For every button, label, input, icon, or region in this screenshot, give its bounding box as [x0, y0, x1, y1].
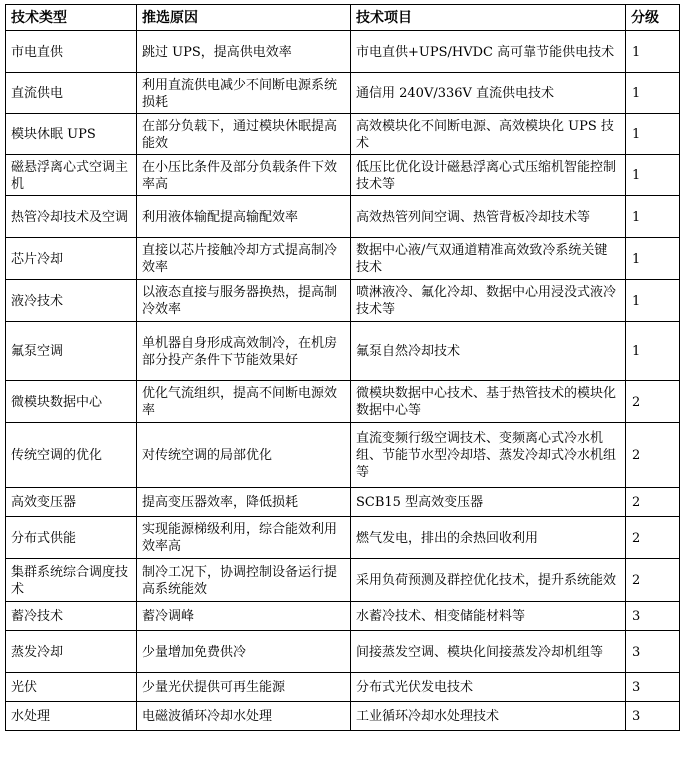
cell-tech-project: 间接蒸发空调、模块化间接蒸发冷却机组等 — [351, 631, 626, 673]
cell-reason: 实现能源梯级利用，综合能效利用效率高 — [137, 517, 351, 559]
cell-reason: 提高变压器效率，降低损耗 — [137, 488, 351, 517]
cell-reason: 电磁波循环冷却水处理 — [137, 702, 351, 731]
cell-reason: 利用液体输配提高输配效率 — [137, 196, 351, 238]
cell-rank: 1 — [626, 73, 680, 114]
cell-tech-project: 直流变频行级空调技术、变频离心式冷水机组、节能节水型冷却塔、蒸发冷却式冷水机组等 — [351, 423, 626, 488]
table-row — [6, 155, 680, 196]
table-row — [6, 488, 680, 517]
table-row — [6, 559, 680, 602]
cell-rank: 1 — [626, 280, 680, 322]
cell-reason: 少量光伏提供可再生能源 — [137, 673, 351, 702]
cell-reason: 优化气流组织，提高不间断电源效率 — [137, 381, 351, 423]
cell-tech-project: 喷淋液冷、氟化冷却、数据中心用浸没式液冷技术等 — [351, 280, 626, 322]
cell-tech-project: 市电直供+UPS/HVDC 高可靠节能供电技术 — [351, 31, 626, 73]
header-row — [6, 5, 680, 31]
technology-table — [5, 4, 680, 731]
cell-tech-type: 液冷技术 — [6, 280, 137, 322]
cell-rank: 3 — [626, 702, 680, 731]
cell-tech-type: 微模块数据中心 — [6, 381, 137, 423]
table-row — [6, 238, 680, 280]
table-row — [6, 702, 680, 731]
table-row — [6, 673, 680, 702]
cell-tech-project: 通信用 240V/336V 直流供电技术 — [351, 73, 626, 114]
cell-tech-type: 模块休眠 UPS — [6, 114, 137, 155]
table-row — [6, 73, 680, 114]
cell-rank: 2 — [626, 488, 680, 517]
cell-rank: 1 — [626, 114, 680, 155]
cell-tech-project: 水蓄冷技术、相变储能材料等 — [351, 602, 626, 631]
cell-reason: 对传统空调的局部优化 — [137, 423, 351, 488]
header-reason: 推选原因 — [137, 5, 351, 31]
cell-tech-project: 高效模块化不间断电源、高效模块化 UPS 技术 — [351, 114, 626, 155]
cell-tech-type: 光伏 — [6, 673, 137, 702]
table-row — [6, 602, 680, 631]
cell-tech-type: 磁悬浮离心式空调主机 — [6, 155, 137, 196]
cell-tech-type: 热管冷却技术及空调 — [6, 196, 137, 238]
table-row — [6, 631, 680, 673]
cell-tech-project: 分布式光伏发电技术 — [351, 673, 626, 702]
header-tech-type: 技术类型 — [6, 5, 137, 31]
cell-rank: 2 — [626, 423, 680, 488]
cell-rank: 1 — [626, 155, 680, 196]
cell-rank: 1 — [626, 196, 680, 238]
cell-rank: 2 — [626, 381, 680, 423]
header-tech-project: 技术项目 — [351, 5, 626, 31]
cell-reason: 利用直流供电减少不间断电源系统损耗 — [137, 73, 351, 114]
cell-tech-project: 微模块数据中心技术、基于热管技术的模块化数据中心等 — [351, 381, 626, 423]
cell-rank: 3 — [626, 602, 680, 631]
cell-tech-type: 传统空调的优化 — [6, 423, 137, 488]
cell-reason: 蓄冷调峰 — [137, 602, 351, 631]
cell-reason: 在部分负载下，通过模块休眠提高能效 — [137, 114, 351, 155]
cell-tech-type: 市电直供 — [6, 31, 137, 73]
cell-tech-type: 高效变压器 — [6, 488, 137, 517]
cell-tech-type: 集群系统综合调度技术 — [6, 559, 137, 602]
cell-reason: 单机器自身形成高效制冷，在机房部分投产条件下节能效果好 — [137, 322, 351, 381]
cell-tech-project: 采用负荷预测及群控优化技术，提升系统能效 — [351, 559, 626, 602]
cell-tech-project: 高效热管列间空调、热管背板冷却技术等 — [351, 196, 626, 238]
cell-rank: 1 — [626, 31, 680, 73]
cell-tech-type: 芯片冷却 — [6, 238, 137, 280]
cell-rank: 3 — [626, 673, 680, 702]
cell-reason: 制冷工况下，协调控制设备运行提高系统能效 — [137, 559, 351, 602]
cell-reason: 跳过 UPS，提高供电效率 — [137, 31, 351, 73]
table-row — [6, 31, 680, 73]
cell-reason: 少量增加免费供冷 — [137, 631, 351, 673]
cell-tech-type: 氟泵空调 — [6, 322, 137, 381]
table-row — [6, 381, 680, 423]
cell-tech-project: 工业循环冷却水处理技术 — [351, 702, 626, 731]
cell-rank: 1 — [626, 322, 680, 381]
table-row — [6, 322, 680, 381]
cell-reason: 在小压比条件及部分负载条件下效率高 — [137, 155, 351, 196]
cell-tech-type: 蒸发冷却 — [6, 631, 137, 673]
table-row — [6, 280, 680, 322]
cell-tech-project: 数据中心液/气双通道精准高效致冷系统关键技术 — [351, 238, 626, 280]
cell-tech-type: 分布式供能 — [6, 517, 137, 559]
table-row — [6, 114, 680, 155]
table-row — [6, 517, 680, 559]
cell-tech-project: 燃气发电，排出的余热回收利用 — [351, 517, 626, 559]
cell-rank: 2 — [626, 559, 680, 602]
cell-rank: 3 — [626, 631, 680, 673]
table-row — [6, 196, 680, 238]
cell-rank: 2 — [626, 517, 680, 559]
cell-tech-project: 氟泵自然冷却技术 — [351, 322, 626, 381]
cell-reason: 以液态直接与服务器换热，提高制冷效率 — [137, 280, 351, 322]
cell-tech-type: 蓄冷技术 — [6, 602, 137, 631]
cell-tech-project: 低压比优化设计磁悬浮离心式压缩机智能控制技术等 — [351, 155, 626, 196]
cell-tech-project: SCB15 型高效变压器 — [351, 488, 626, 517]
cell-tech-type: 水处理 — [6, 702, 137, 731]
table-row — [6, 423, 680, 488]
cell-rank: 1 — [626, 238, 680, 280]
header-rank: 分级 — [626, 5, 680, 31]
cell-reason: 直接以芯片接触冷却方式提高制冷效率 — [137, 238, 351, 280]
cell-tech-type: 直流供电 — [6, 73, 137, 114]
